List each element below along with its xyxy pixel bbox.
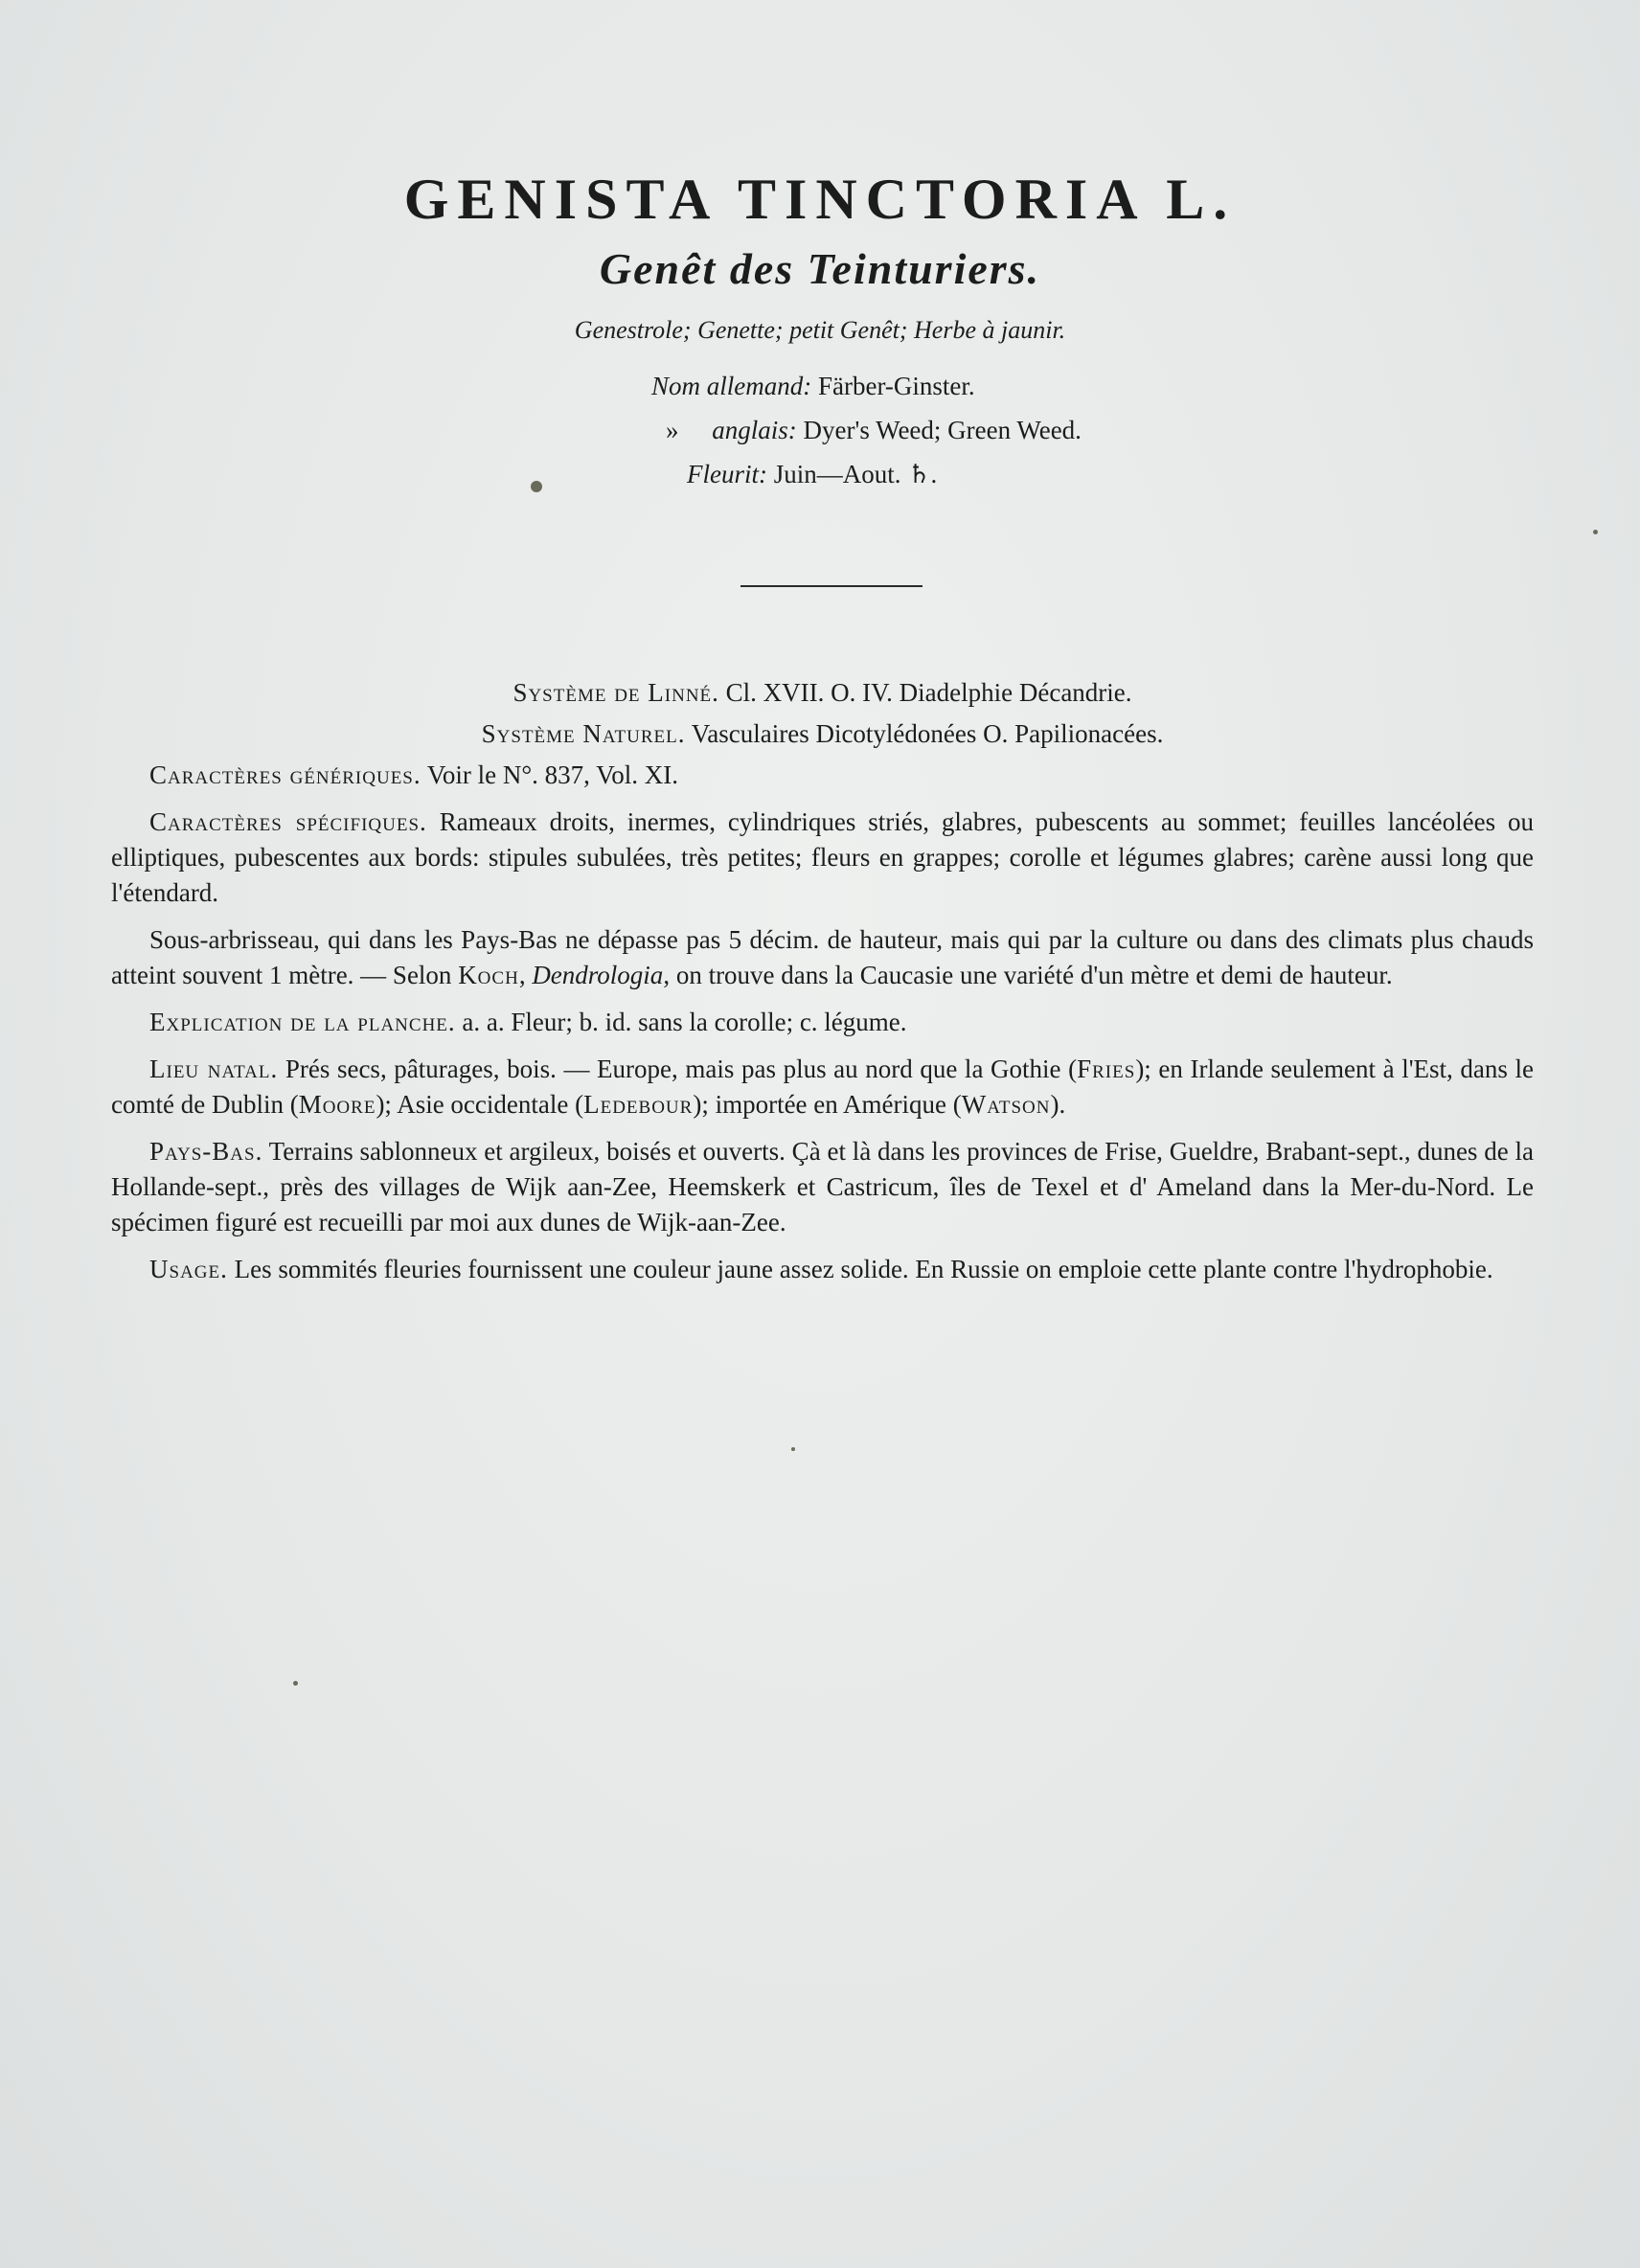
foreign-names — [651, 364, 1082, 496]
paper-speck — [293, 1681, 298, 1686]
description-paragraph — [111, 922, 1534, 993]
pays-bas-text: Terrains sablonneux et argileux, boisés et ouverts. Çà et là dans les provinces de Frise, Gueldre, Brabant-sept., dunes de la Hollande-sept., près des villages de Wijk aan-Zee, Heemskerk et Castricum, îles de Texel et d' Ameland dans la Mer-du-Nord. Le spécimen figuré est recueilli par moi aux dunes de Wijk-aan-Zee. — [111, 1137, 1534, 1236]
lieu-natal-text-1: Prés secs, pâturages, bois. — Europe, mais pas plus au nord que la Gothie ( — [285, 1055, 1078, 1083]
explication-planche-text: a. a. Fleur; b. id. sans la corolle; c. légume. — [462, 1008, 907, 1036]
usage — [111, 1252, 1534, 1287]
explication-planche-label: Explication de la planche. — [149, 1008, 456, 1036]
systeme-linne-text: Cl. XVII. O. IV. Diadelphie Décandrie. — [725, 678, 1132, 707]
english-name-row — [666, 408, 1082, 452]
header — [0, 163, 1640, 347]
work-dendrologia: Dendrologia — [532, 961, 664, 989]
author-watson: Watson — [961, 1090, 1051, 1119]
german-label: Nom allemand: — [651, 372, 812, 400]
ditto-mark: » — [666, 416, 679, 444]
description-text-1: Sous-arbrisseau, qui dans les Pays-Bas ne dépasse pas 5 décim. de hauteur, mais qui par la culture ou dans des climats plus chauds atteint souvent 1 mètre. — Selon — [111, 925, 1534, 989]
german-value: Färber-Ginster. — [817, 372, 975, 400]
caracteres-specifiques-label: Caractères spécifiques. — [149, 807, 427, 836]
german-name-row — [651, 364, 1082, 408]
flowering-row — [687, 452, 1082, 496]
lieu-natal-label: Lieu natal. — [149, 1055, 279, 1083]
systeme-naturel-label: Système Naturel. — [481, 719, 686, 748]
caracteres-generiques — [111, 758, 1534, 793]
pays-bas — [111, 1134, 1534, 1240]
common-name: Genêt des Teinturiers. — [599, 244, 1041, 293]
lieu-natal — [111, 1052, 1534, 1123]
flowering-label: Fleurit: — [687, 460, 767, 488]
lieu-natal-text-2: ); en Irlande seulement à l'Est, dans le comté de Dublin ( — [111, 1055, 1534, 1119]
section-divider — [740, 585, 922, 587]
systeme-linne-label: Système de Linné. — [512, 678, 719, 707]
paper-speck — [1593, 530, 1598, 534]
flowering-value: Juin—Aout. ♄. — [773, 460, 938, 488]
author-ledebour: Ledebour — [583, 1090, 694, 1119]
lieu-natal-text-4: ); importée en Amérique ( — [693, 1090, 962, 1119]
pays-bas-label: Pays-Bas. — [149, 1137, 263, 1166]
lieu-natal-text-3: ); Asie occidentale ( — [376, 1090, 584, 1119]
english-value: Dyer's Weed; Green Weed. — [803, 416, 1082, 444]
vernacular-names: Genestrole; Genette; petit Genêt; Herbe à jaunir. — [574, 316, 1066, 344]
description-text-3: , on trouve dans la Caucasie une variété d'un mètre et demi de hauteur. — [663, 961, 1393, 989]
systeme-naturel-text: Vasculaires Dicotylédonées O. Papilionacées. — [691, 719, 1164, 748]
systeme-naturel — [111, 716, 1534, 752]
caracteres-generiques-text: Voir le N°. 837, Vol. XI. — [426, 760, 678, 789]
caracteres-specifiques — [111, 805, 1534, 911]
caracteres-specifiques-text: Rameaux droits, inermes, cylindriques striés, glabres, pubescents au sommet; feuilles lancéolées ou elliptiques, pubescentes aux bords: stipules subulées, très petites; fleurs en grappes; corolle et légumes glabres; carène aussi long que l'étendard. — [111, 807, 1535, 907]
caracteres-generiques-label: Caractères génériques. — [149, 760, 421, 789]
paper-speck — [531, 481, 542, 492]
description-body — [111, 675, 1534, 1299]
lieu-natal-text-5: ). — [1050, 1090, 1066, 1119]
usage-label: Usage. — [149, 1255, 228, 1283]
description-text-2: , — [518, 961, 526, 989]
systeme-linne — [111, 675, 1534, 711]
species-title: GENISTA TINCTORIA L. — [403, 168, 1237, 231]
author-fries: Fries — [1077, 1055, 1136, 1083]
english-label: anglais: — [712, 416, 797, 444]
author-moore: Moore — [298, 1090, 376, 1119]
usage-text: Les sommités fleuries fournissent une couleur jaune assez solide. En Russie on emploie cette plante contre l'hydrophobie. — [234, 1255, 1493, 1283]
explication-planche — [111, 1005, 1534, 1040]
paper-speck — [791, 1447, 795, 1451]
author-koch: Koch — [458, 961, 519, 989]
